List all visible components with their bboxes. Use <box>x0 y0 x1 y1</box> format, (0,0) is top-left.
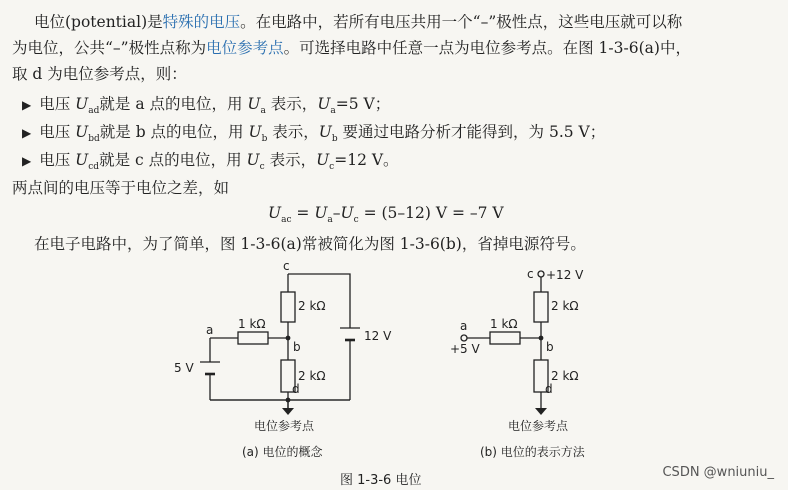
sub: cd <box>88 162 100 173</box>
sub: c <box>353 215 359 226</box>
text: = (5–12) V = –7 V <box>358 204 504 222</box>
r-top-label: 2 kΩ <box>298 299 326 313</box>
c-voltage-label: +12 V <box>546 268 584 282</box>
sub: b <box>261 134 268 145</box>
text: =12 V。 <box>334 151 399 169</box>
src-right-label: 12 V <box>364 329 392 343</box>
node-d-label: d <box>292 382 300 396</box>
node-b-label-b: b <box>546 340 554 354</box>
text: 就是 c 点的电位，用 <box>99 151 247 169</box>
var: U <box>246 151 260 169</box>
bullet-item <box>22 92 390 116</box>
text: 电压 <box>39 151 76 169</box>
text: 表示， <box>264 151 317 169</box>
r-mid-label-b: 1 kΩ <box>490 317 518 331</box>
text: = <box>291 204 315 222</box>
r-top-label-b: 2 kΩ <box>551 299 579 313</box>
sub: b <box>331 134 338 145</box>
simplify-line: 在电子电路中，为了简单，图 1-3-6(a)常被简化为图 1-3-6(b)，省掉电源符号。 <box>34 235 586 253</box>
battery-symbols-a <box>200 328 360 374</box>
watermark: CSDN @wniuniu_ <box>662 465 774 480</box>
equation <box>268 204 504 225</box>
text: 就是 b 点的电位，用 <box>99 123 249 141</box>
ground-b-symbol <box>535 408 547 415</box>
var: U <box>75 95 89 113</box>
sub: a <box>330 106 336 117</box>
var: U <box>317 95 331 113</box>
text: 电压 <box>39 95 76 113</box>
text: 电位(potential)是 <box>34 13 163 31</box>
sub: c <box>329 162 335 173</box>
text: 。在电路中，若所有电压共用一个“–”极性点，这些电压就可以称 <box>240 13 683 31</box>
text: 电压 <box>39 123 76 141</box>
node-c-label-b: c <box>527 267 534 281</box>
sub: a <box>327 215 333 226</box>
node-a-label-b: a <box>460 319 468 333</box>
figure-caption: 图 1-3-6 电位 <box>340 473 422 488</box>
node-b-label: b <box>293 340 301 354</box>
text: 表示， <box>265 95 318 113</box>
ref-label-b: 电位参考点 <box>508 419 569 433</box>
para1-line1 <box>34 10 682 32</box>
node-c-label: c <box>283 262 290 273</box>
bullet-item <box>22 148 399 172</box>
ground-a-symbol <box>282 408 294 415</box>
circuit-figure <box>0 262 788 490</box>
a-voltage-label: +5 V <box>450 342 480 356</box>
var: U <box>247 95 261 113</box>
bullet-item <box>22 120 605 144</box>
circuit-b-wires <box>461 271 548 408</box>
r-bot-label: 2 kΩ <box>298 369 326 383</box>
text: 。可选择电路中任意一点为电位参考点。在图 1-3-6(a)中， <box>283 39 691 57</box>
bullet-arrow-icon: ▶ <box>22 126 32 140</box>
sub: a <box>260 106 266 117</box>
circuit-a-wires <box>210 274 350 408</box>
node-d-label-b: d <box>545 382 553 396</box>
var: U <box>75 151 89 169</box>
sub: c <box>259 162 265 173</box>
highlight-term: 特殊的电压 <box>162 13 241 31</box>
src-left-label: 5 V <box>174 361 194 375</box>
text: 为电位，公共“–”极性点称为 <box>12 39 207 57</box>
para1-line3: 取 d 为电位参考点，则： <box>12 65 187 83</box>
sub: ad <box>88 106 100 117</box>
caption-a: (a) 电位的概念 <box>242 445 323 459</box>
text: 就是 a 点的电位，用 <box>99 95 248 113</box>
r-mid-label: 1 kΩ <box>238 317 266 331</box>
var: U <box>316 151 330 169</box>
sub: bd <box>88 134 100 145</box>
sub: ac <box>281 215 292 226</box>
node-a-label: a <box>206 323 214 337</box>
text: 表示， <box>267 123 319 141</box>
para1-line2 <box>12 36 691 58</box>
var: U <box>340 204 354 222</box>
text: 要通过电路分析才能得到，为 5.5 V； <box>337 123 606 141</box>
var: U <box>268 204 282 222</box>
var: U <box>75 123 89 141</box>
r-bot-label-b: 2 kΩ <box>551 369 579 383</box>
caption-b: (b) 电位的表示方法 <box>480 445 585 459</box>
highlight-term: 电位参考点 <box>206 39 284 57</box>
ref-label-a: 电位参考点 <box>254 419 315 433</box>
text: =5 V； <box>335 95 391 113</box>
junction-dots-b <box>539 336 544 341</box>
var: U <box>318 123 332 141</box>
text: – <box>332 204 341 222</box>
diff-line: 两点间的电压等于电位之差，如 <box>12 179 230 197</box>
bullet-arrow-icon: ▶ <box>22 154 32 168</box>
var: U <box>314 204 328 222</box>
var: U <box>248 123 262 141</box>
bullet-arrow-icon: ▶ <box>22 98 32 112</box>
